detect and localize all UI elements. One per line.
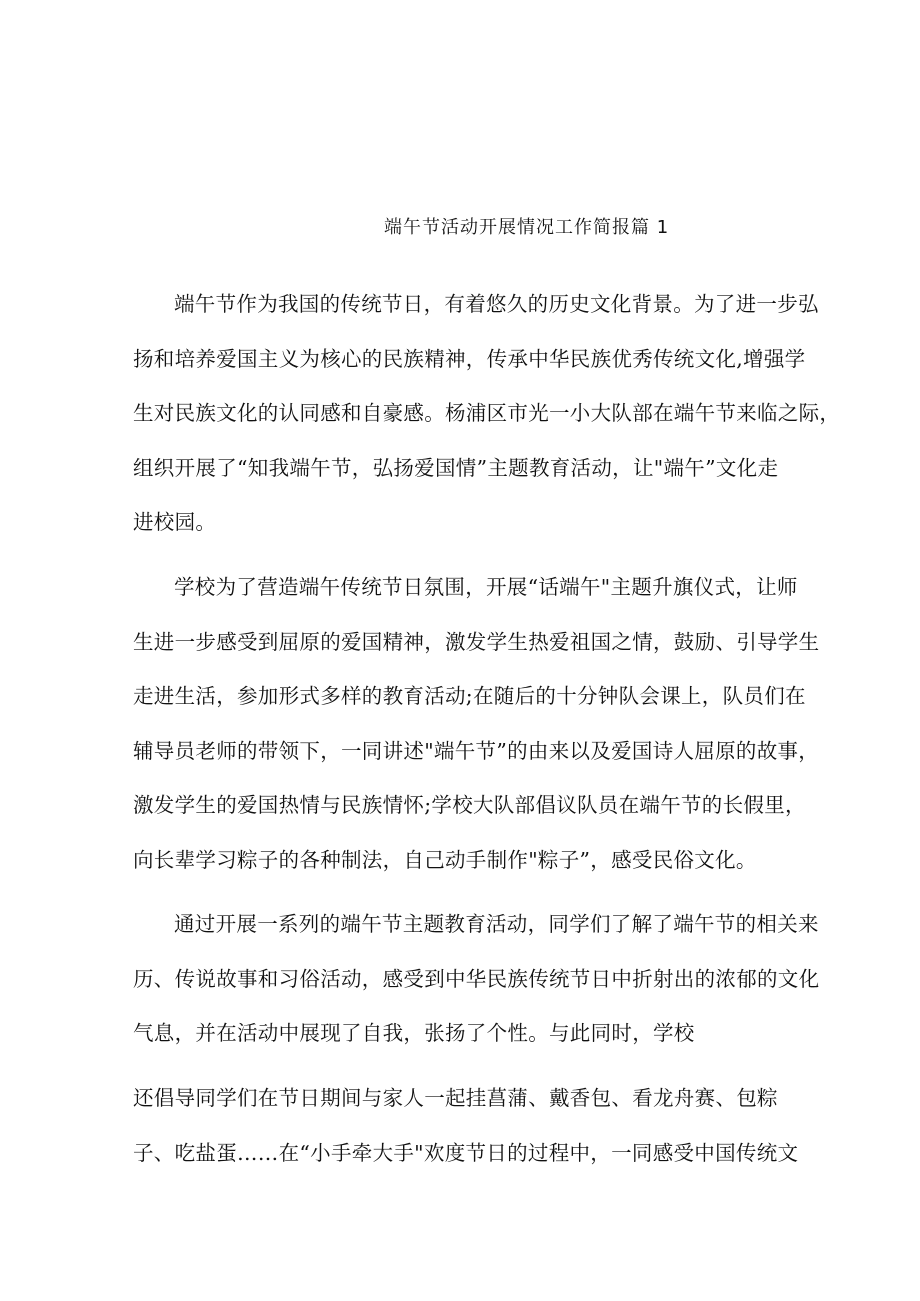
- paragraph-2-line-3: 走进生活，参加形式多样的教育活动;在随后的十分钟队会课上，队员们在: [133, 684, 806, 708]
- paragraph-3-line-5: 子、吃盐蛋……在“小手牵大手"欢度节日的过程中，一同感受中国传统文: [133, 1141, 799, 1165]
- paragraph-1-line-1: 端午节作为我国的传统节日，有着悠久的历史文化背景。为了进一步弘: [174, 292, 819, 316]
- paragraph-3-line-4: 还倡导同学们在节日期间与家人一起挂菖蒲、戴香包、看龙舟赛、包粽: [133, 1086, 778, 1110]
- paragraph-2-line-5: 激发学生的爱国热情与民族情怀;学校大队部倡议队员在端午节的长假里，: [133, 793, 806, 817]
- paragraph-2-line-6: 向长辈学习粽子的各种制法，自己动手制作"粽子”，感受民俗文化。: [133, 848, 757, 872]
- paragraph-3-line-2: 历、传说故事和习俗活动，感受到中华民族传统节日中折射出的浓郁的文化: [133, 967, 820, 991]
- paragraph-1-line-2: 扬和培养爱国主义为核心的民族精神，传承中华民族优秀传统文化,增强学: [133, 347, 806, 371]
- paragraph-2-line-4: 辅导员老师的带领下，一同讲述"端午节”的由来以及爱国诗人屈原的故事，: [133, 739, 820, 763]
- paragraph-2-line-2: 生进一步感受到屈原的爱国精神，激发学生热爱祖国之情，鼓励、引导学生: [133, 630, 820, 654]
- paragraph-1-line-5: 进校园。: [133, 510, 217, 534]
- document-title: 端午节活动开展情况工作简报篇 1: [384, 217, 670, 238]
- paragraph-2-line-1: 学校为了营造端午传统节日氛围，开展“话端午"主题升旗仪式，让师: [174, 575, 798, 599]
- paragraph-1-line-4: 组织开展了“知我端午节，弘扬爱国情”主题教育活动，让"端午”文化走: [133, 456, 779, 480]
- paragraph-3-line-3: 气息，并在活动中展现了自我，张扬了个性。与此同时，学校: [133, 1021, 695, 1045]
- paragraph-3-line-1: 通过开展一系列的端午节主题教育活动，同学们了解了端午节的相关来: [174, 912, 819, 936]
- paragraph-1-line-3: 生对民族文化的认同感和自豪感。杨浦区市光一小大队部在端午节来临之际，: [133, 401, 841, 425]
